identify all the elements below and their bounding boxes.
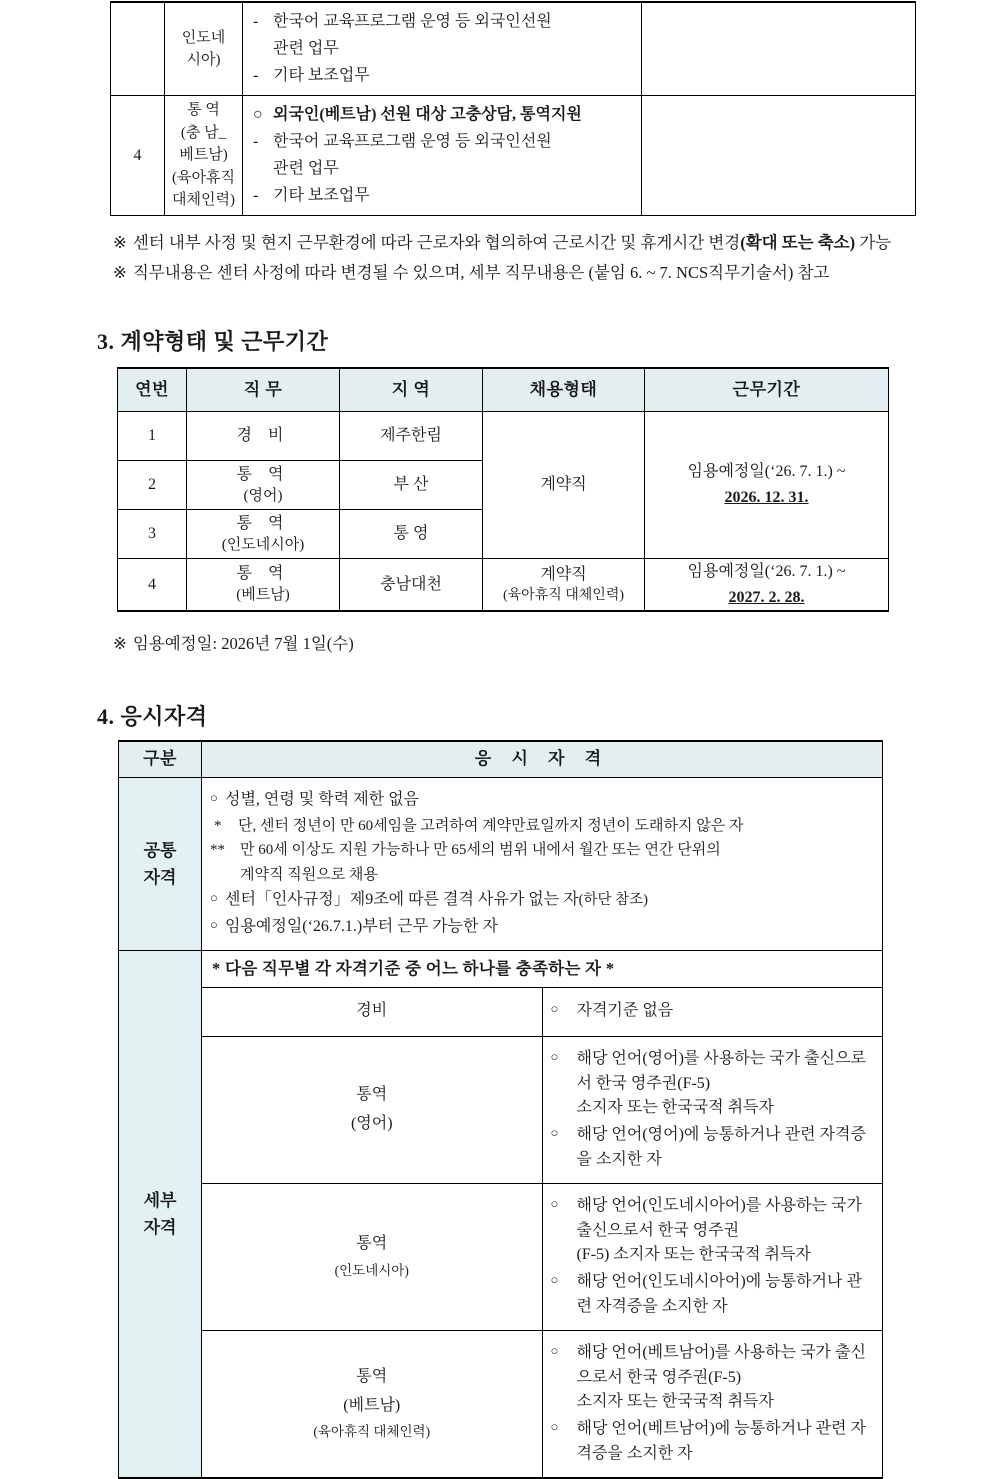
row-job — [187, 559, 340, 612]
bullet-item — [210, 888, 872, 913]
task-mark: - — [253, 133, 259, 150]
row-label-common — [119, 778, 202, 951]
contract-period-table — [117, 367, 889, 612]
table-row — [118, 412, 889, 461]
job-line: 대체인력) — [172, 192, 235, 209]
task-mark: - — [253, 13, 259, 30]
qualification-table — [118, 740, 883, 1479]
label-line: 자격 — [143, 867, 177, 887]
row-job — [187, 461, 340, 510]
type-main: 계약직 — [540, 565, 587, 583]
bullet-text: 성별, 연령 및 학력 제한 없음 — [225, 791, 420, 808]
bullet-item — [551, 1194, 873, 1268]
bullet-text: 자격기준 없음 — [576, 1002, 674, 1020]
asterisk-icon: * — [214, 817, 222, 834]
job-line: 베트남) — [179, 147, 228, 164]
sub-note-item — [210, 839, 872, 862]
bullet-text: 해당 언어(베트남어)에 능통하거나 관련 자격증을 소지한 자 — [576, 1420, 866, 1462]
circle-bullet-icon: ○ — [550, 1125, 559, 1141]
row-label-detail — [119, 950, 202, 1477]
double-asterisk-icon: ** — [210, 842, 225, 859]
row-region: 통 영 — [340, 510, 483, 559]
note-text: 직무내용은 센터 사정에 따라 변경될 수 있으며, 세부 직무내용은 (붙임 6. ~ 7. NCS직무기술서) 참고 — [132, 263, 830, 282]
circle-bullet-icon: ○ — [210, 790, 218, 805]
reference-mark-icon: ※ — [113, 634, 127, 653]
job-line: 시아) — [186, 52, 221, 68]
sub-note-continuation — [210, 864, 872, 887]
task-line — [253, 184, 633, 208]
task-line — [253, 157, 633, 181]
bullet-text: 임용예정일(‘26.7.1.)부터 근무 가능한 자 — [225, 918, 498, 936]
job-sub: (인도네시아) — [221, 536, 305, 553]
task-text: 기타 보조업무 — [273, 187, 370, 204]
circle-bullet-icon: ○ — [550, 1195, 559, 1211]
job-line: 통역 — [356, 1086, 388, 1103]
job-main: 경 비 — [236, 427, 290, 445]
task-text: 관련 업무 — [273, 160, 339, 177]
detail-star-header: * 다음 직무별 각 자격기준 중 어느 하나를 충족하는 자 * — [202, 950, 883, 987]
period-line-2: 2027. 2. 28. — [728, 588, 805, 606]
label-line: 세부 — [143, 1190, 177, 1210]
row-employment-type — [483, 559, 645, 612]
detail-criteria — [542, 1183, 883, 1330]
col-header-type: 채용형태 — [483, 368, 645, 412]
bullet-text — [225, 888, 872, 913]
task-mark: - — [253, 67, 259, 84]
row-period — [645, 412, 889, 559]
detail-criteria — [542, 1330, 883, 1477]
circle-bullet-icon: ○ — [550, 1048, 559, 1064]
col-header-qualification: 응 시 자 격 — [202, 741, 883, 778]
reference-mark-icon: ※ — [113, 233, 127, 252]
duties-row-tasks — [243, 2, 642, 96]
job-sub: (영어) — [243, 487, 283, 504]
duties-row-no — [111, 2, 165, 96]
task-text: 외국인(베트남) 선원 대상 고충상담, 통역지원 — [273, 106, 582, 123]
task-line — [253, 64, 633, 88]
row-no: 2 — [118, 461, 187, 510]
label-line: 자격 — [143, 1217, 177, 1237]
job-line: (영어) — [350, 1114, 393, 1132]
bullet-item — [551, 1341, 873, 1415]
job-line: 통역 — [356, 1367, 388, 1385]
note-text-emphasis: (확대 또는 축소) — [740, 233, 856, 252]
col-header-gubun: 구분 — [119, 741, 202, 778]
bullet-item — [551, 999, 873, 1024]
label-line: 공통 — [143, 840, 177, 860]
sub-note-text: 만 60세 이상도 지원 가능하나 만 65세의 범위 내에서 월간 또는 연간 단위의 — [240, 842, 721, 859]
task-mark: ○ — [253, 106, 263, 123]
row-period — [645, 559, 889, 612]
period-line-2: 2026. 12. 31. — [724, 489, 809, 506]
table-header-row — [118, 368, 889, 412]
row-region: 충남대천 — [340, 559, 483, 612]
row-region: 부 산 — [340, 461, 483, 510]
bullet-text: 해당 언어(인도네시아어)에 능통하거나 관련 자격증을 소지한 자 — [576, 1273, 862, 1315]
section3-note — [113, 632, 354, 657]
period-line-1: 임용예정일(‘26. 7. 1.) ~ — [687, 563, 846, 580]
period-line-1: 임용예정일(‘26. 7. 1.) ~ — [687, 463, 846, 481]
col-header-no: 연번 — [118, 368, 187, 412]
duties-row-no: 4 — [111, 96, 165, 216]
bullet-item — [551, 1417, 873, 1467]
job-main: 통 역 — [236, 565, 290, 583]
sub-note-text: 단, 센터 정년이 만 60세임을 고려하여 계약만료일까지 정년이 도래하지 않은 자 — [238, 817, 744, 834]
row-region: 제주한림 — [340, 412, 483, 461]
col-header-period: 근무기간 — [645, 368, 889, 412]
bullet-item — [210, 788, 872, 813]
duties-row-blank — [642, 96, 916, 216]
note-line — [113, 231, 891, 256]
circle-bullet-icon: ○ — [550, 1419, 559, 1435]
duties-row-blank — [642, 2, 916, 96]
detail-job-name — [202, 987, 543, 1036]
row-job — [187, 412, 340, 461]
task-mark — [253, 37, 273, 61]
table-row-detail-header — [119, 950, 883, 987]
bullet-line: (F-5) 소지자 또는 한국국적 취득자 — [576, 1246, 811, 1264]
duties-row-job — [165, 2, 243, 96]
detail-job-name — [202, 1183, 543, 1330]
task-text: 한국어 교육프로그램 운영 등 외국인선원 — [273, 13, 552, 30]
bullet-item — [210, 915, 872, 940]
duties-row-tasks — [243, 96, 642, 216]
row-job — [187, 510, 340, 559]
note-line — [113, 261, 829, 286]
job-sub: (베트남) — [236, 587, 290, 604]
sub-note-text: 계약직 직원으로 채용 — [240, 866, 378, 883]
circle-bullet-icon: ○ — [550, 1272, 559, 1288]
bullet-line: 소지자 또는 한국국적 취득자 — [576, 1393, 774, 1411]
circle-bullet-icon: ○ — [550, 1001, 559, 1017]
row-no: 4 — [118, 559, 187, 612]
row-no: 1 — [118, 412, 187, 461]
table-row — [111, 96, 916, 216]
indent-spacer — [210, 864, 240, 887]
job-line: (베트남) — [343, 1396, 401, 1414]
table-row — [119, 1183, 883, 1330]
detail-job-name — [202, 1330, 543, 1477]
table-row — [119, 1330, 883, 1477]
job-line: 통 역 — [187, 102, 220, 119]
task-text: 한국어 교육프로그램 운영 등 외국인선원 — [273, 133, 552, 150]
bullet-line: 소지자 또는 한국국적 취득자 — [576, 1099, 774, 1117]
table-row-common — [119, 778, 883, 951]
detail-job-name — [202, 1036, 543, 1183]
job-main: 통 역 — [236, 514, 290, 532]
circle-bullet-icon: ○ — [210, 890, 218, 906]
table-row — [119, 1036, 883, 1183]
bullet-line: 해당 언어(인도네시아어)를 사용하는 국가 출신으로서 한국 영주권 — [576, 1196, 862, 1239]
duties-table — [110, 1, 916, 216]
bullet-suffix-text: (하단 참조) — [578, 892, 648, 909]
table-row — [118, 559, 889, 612]
col-header-job: 직 무 — [187, 368, 340, 412]
reference-mark-icon: ※ — [113, 263, 127, 282]
detail-criteria — [542, 1036, 883, 1183]
bullet-item — [551, 1123, 873, 1173]
job-line: 인도네 — [181, 29, 226, 46]
bullet-item — [551, 1270, 873, 1320]
detail-criteria — [542, 987, 883, 1036]
table-row — [119, 987, 883, 1036]
task-line — [253, 103, 633, 127]
bullet-text — [577, 1194, 873, 1268]
bullet-text — [577, 1047, 873, 1121]
col-header-region: 지 역 — [340, 368, 483, 412]
job-line: (육아휴직 — [172, 169, 235, 186]
job-line: 통역 — [356, 1235, 388, 1253]
task-mark — [253, 157, 273, 181]
common-qualification-body — [202, 778, 883, 951]
row-employment-type: 계약직 — [483, 412, 645, 559]
note-text: 가능 — [855, 233, 892, 252]
circle-bullet-icon: ○ — [210, 917, 218, 933]
bullet-text: 해당 언어(영어)에 능통하거나 관련 자격증을 소지한 자 — [576, 1126, 866, 1168]
task-line — [253, 37, 633, 61]
job-main: 통 역 — [236, 465, 290, 483]
circle-bullet-icon: ○ — [550, 1342, 559, 1358]
bullet-text — [577, 1341, 873, 1415]
section-heading-3: 3. 계약형태 및 근무기간 — [97, 329, 329, 354]
task-line — [253, 10, 633, 34]
sub-note-item — [210, 815, 872, 838]
section-heading-4: 4. 응시자격 — [97, 704, 208, 729]
duties-row-job — [165, 96, 243, 216]
task-text: 기타 보조업무 — [273, 67, 370, 84]
bullet-line: 해당 언어(영어)를 사용하는 국가 출신으로서 한국 영주권(F-5) — [576, 1049, 866, 1092]
job-line: (육아휴직 대체인력) — [313, 1424, 431, 1440]
note-text: 센터 내부 사정 및 현지 근무환경에 따라 근로자와 협의하여 근로시간 및 휴게시간 변경 — [132, 233, 741, 252]
bullet-main-text: 센터「인사규정」제9조에 따른 결격 사유가 없는 자 — [225, 891, 579, 909]
bullet-item — [551, 1047, 873, 1121]
task-text: 관련 업무 — [273, 40, 339, 57]
note-text: 임용예정일: 2026년 7월 1일(수) — [132, 634, 354, 653]
job-line: (인도네시아) — [334, 1263, 409, 1279]
type-sub: (육아휴직 대체인력) — [502, 588, 625, 604]
job-line: (충 남_ — [180, 124, 227, 141]
table-row — [111, 2, 916, 96]
job-line: 경비 — [356, 1002, 388, 1020]
bullet-line: 해당 언어(베트남어)를 사용하는 국가 출신으로서 한국 영주권(F-5) — [576, 1343, 866, 1386]
table-header-row — [119, 741, 883, 778]
task-mark: - — [253, 187, 259, 204]
row-no: 3 — [118, 510, 187, 559]
task-line — [253, 130, 633, 154]
